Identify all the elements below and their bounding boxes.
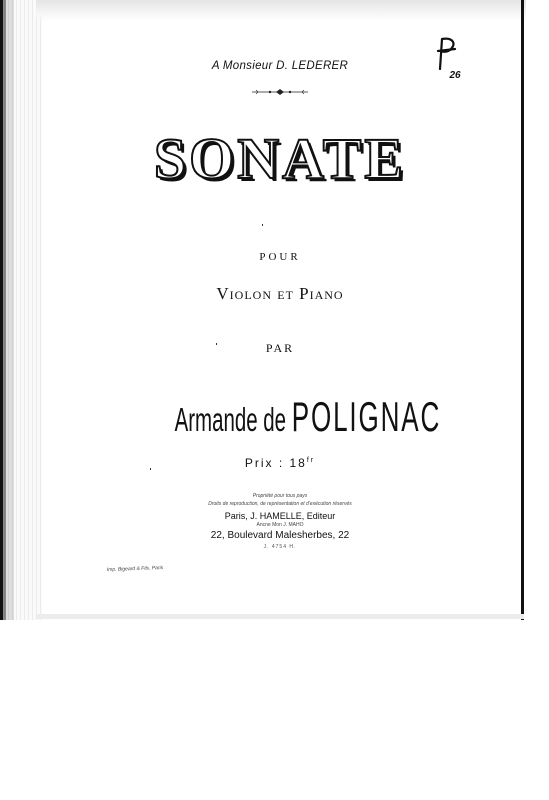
dedication: A Monsieur D. LEDERER (211, 60, 349, 72)
library-shelfmark: 26 (449, 70, 461, 81)
printer-credit: Imp. Bigeard & Fils, Paris (106, 565, 164, 573)
price-unit: fr (306, 457, 316, 464)
composer-given-name: Armande de (174, 401, 287, 438)
subtitle-par: PAR (265, 341, 295, 355)
ornament-divider-icon (250, 87, 310, 97)
page-top-scan-edge (36, 0, 526, 22)
sonata-title-text: SONATE (153, 126, 407, 191)
paper-speck (150, 468, 151, 470)
page-right-edge (521, 0, 524, 620)
page-bottom-edge (36, 614, 524, 619)
composer-name (174, 393, 442, 441)
sonata-title (150, 125, 410, 192)
publisher-name: Paris, J. HAMELLE, Editeur (224, 511, 336, 521)
price-label: Prix : 18 (244, 456, 307, 470)
paper-speck (216, 343, 217, 345)
publisher-reproduction-line: Droits de reproduction, de représentation et d'exécution réservés (208, 501, 352, 507)
page-left-scan-edge (0, 0, 42, 620)
plate-number: J. 4754 H. (263, 544, 297, 550)
publisher-rights-line: Propriété pour tous pays (252, 493, 308, 499)
composer-surname: POLIGNAC (291, 393, 442, 440)
instrumentation: Violon et Piano (216, 284, 344, 303)
publisher-former-house: Ancne Mon J. MAHO (256, 522, 304, 528)
publisher-address: 22, Boulevard Malesherbes, 22 (210, 530, 350, 541)
paper-speck (262, 224, 263, 226)
subtitle-pour: POUR (259, 251, 301, 263)
price (230, 456, 330, 470)
library-monogram-icon (433, 36, 459, 70)
